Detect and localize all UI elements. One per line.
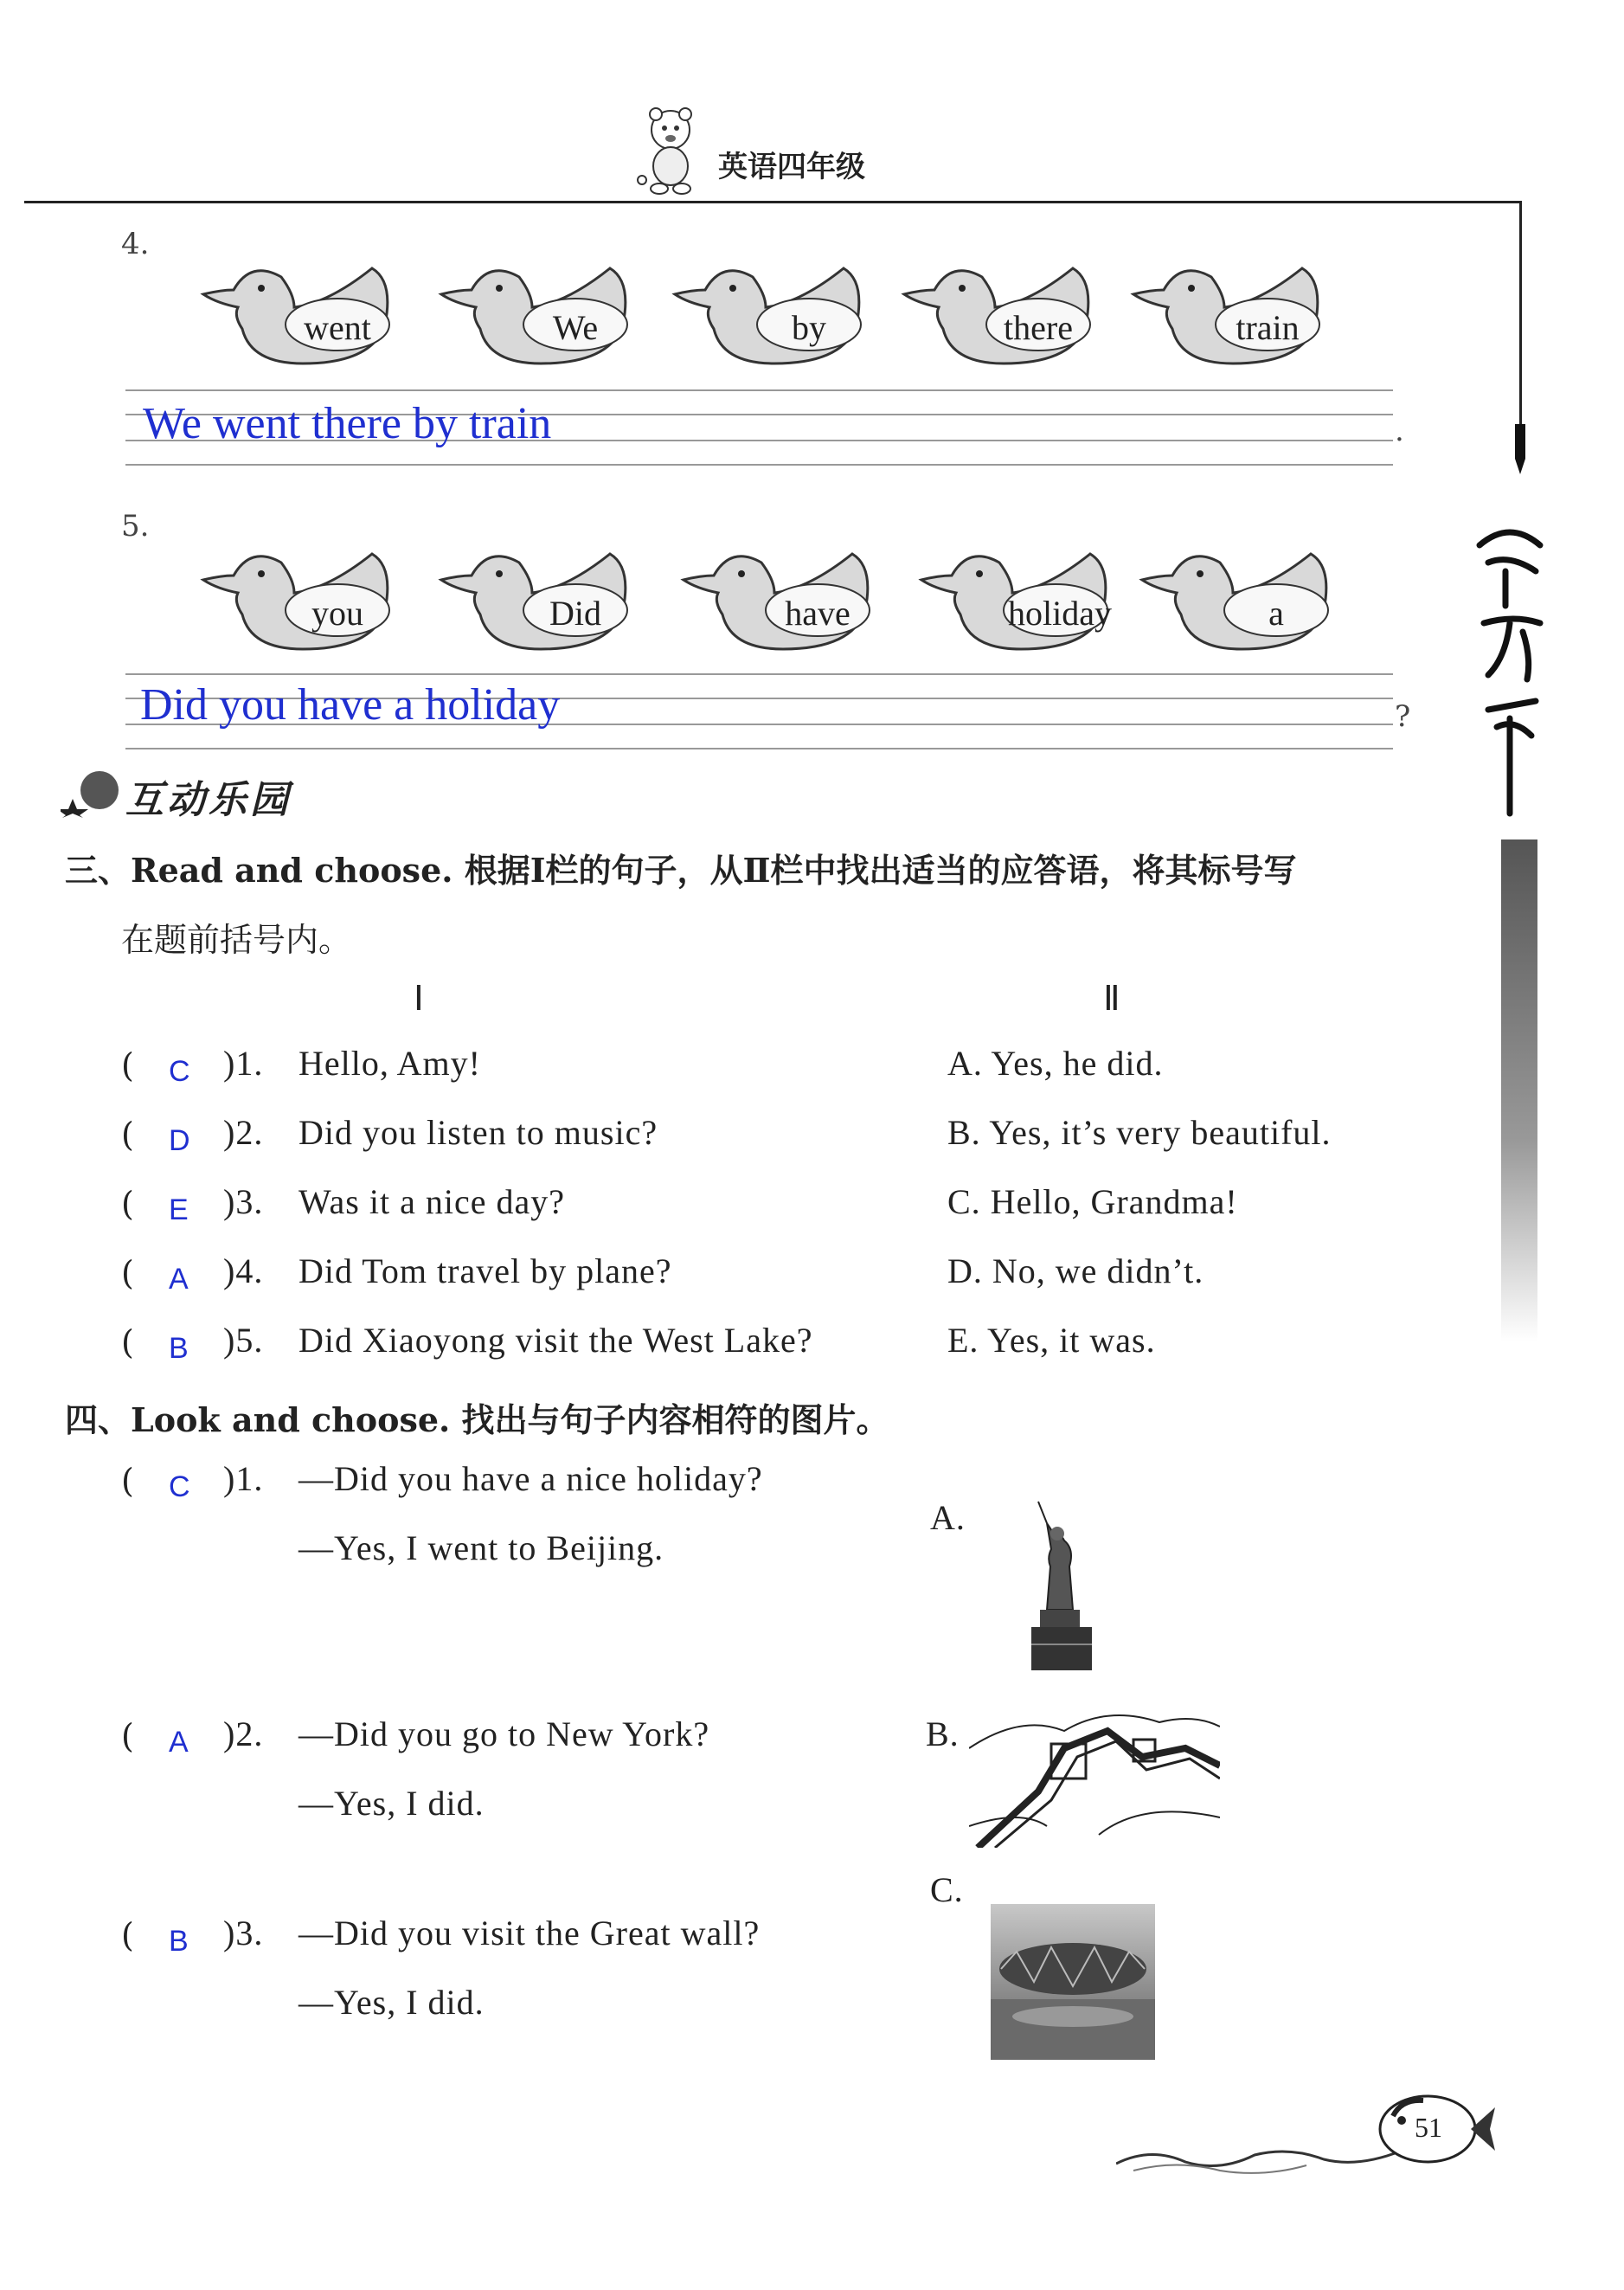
answer-sentence: Did you have a holiday	[140, 680, 561, 730]
column-header: Ⅰ	[414, 979, 425, 1018]
header-rule	[24, 201, 1519, 203]
duck-word-card	[679, 541, 878, 653]
pen-icon	[1510, 424, 1531, 476]
answer-sentence: We went there by train	[143, 399, 552, 448]
duck-word-card	[917, 541, 1116, 653]
writing-line	[125, 748, 1393, 749]
duck-word: Did	[549, 594, 601, 633]
dialogue-line: —Did you go to New York?	[298, 1714, 710, 1753]
bracket: (	[121, 1462, 134, 1500]
birds-nest-stadium-icon	[991, 1904, 1155, 2060]
answer-letter: D	[169, 1124, 190, 1157]
item-number: )2.	[223, 1113, 264, 1152]
duck-word: holiday	[1008, 594, 1112, 633]
match-row	[121, 1251, 1419, 1303]
match-row	[121, 1112, 1419, 1164]
bracket: (	[121, 1916, 134, 1954]
item-sentence: Was it a nice day?	[298, 1182, 565, 1221]
response-option: B. Yes, it’s very beautiful.	[947, 1113, 1332, 1152]
picture-match-item	[121, 1458, 900, 1588]
dialogue-line: —Yes, I did.	[298, 1983, 485, 2022]
duck-word-card	[437, 541, 636, 653]
duck-word: We	[552, 308, 599, 347]
item-number: )3.	[223, 1182, 264, 1221]
question-number: 4.	[121, 227, 150, 261]
end-punctuation: ?	[1395, 699, 1411, 734]
duck-word-card	[1138, 541, 1337, 653]
duck-word: by	[792, 308, 826, 347]
column-header: Ⅱ	[1103, 979, 1121, 1018]
picture-label: C.	[930, 1870, 964, 1909]
duck-word: have	[785, 594, 851, 633]
page-number: 51	[1415, 2112, 1442, 2143]
section-heading: 四、Look and choose. 找出与句子内容相符的图片。	[65, 1400, 889, 1439]
match-row	[121, 1043, 1419, 1095]
item-number: )1.	[223, 1459, 264, 1498]
section-heading-cont: 在题前括号内。	[121, 921, 352, 959]
picture-label: B.	[926, 1714, 960, 1753]
answer-letter: A	[169, 1263, 189, 1296]
item-number: )5.	[223, 1321, 264, 1360]
bear-mascot-icon	[632, 104, 709, 195]
response-option: C. Hello, Grandma!	[947, 1182, 1238, 1221]
response-option: A. Yes, he did.	[947, 1044, 1164, 1083]
statue-of-liberty-icon	[1012, 1497, 1112, 1670]
duck-word: there	[1004, 308, 1073, 347]
bracket: (	[121, 1323, 134, 1361]
item-sentence: Did Xiaoyong visit the West Lake?	[298, 1321, 813, 1360]
writing-line	[125, 673, 1393, 675]
duck-word: you	[311, 594, 363, 633]
duck-word-card	[1129, 255, 1328, 368]
dialogue-line: —Did you visit the Great wall?	[298, 1914, 761, 1952]
answer-letter: C	[169, 1055, 190, 1088]
side-gradient-bar	[1501, 839, 1537, 1341]
item-sentence: Did Tom travel by plane?	[298, 1251, 672, 1290]
side-calligraphy	[1471, 511, 1549, 822]
bracket: (	[121, 1254, 134, 1292]
answer-letter: E	[169, 1193, 189, 1226]
writing-line	[125, 464, 1393, 466]
duck-word-card	[671, 255, 870, 368]
banner-title: 互动乐园	[125, 778, 292, 822]
response-option: D. No, we didn’t.	[947, 1251, 1204, 1290]
great-wall-icon	[969, 1696, 1220, 1848]
answer-letter: B	[169, 1925, 189, 1958]
item-sentence: Did you listen to music?	[298, 1113, 658, 1152]
answer-letter: A	[169, 1726, 189, 1759]
bracket: (	[121, 1046, 134, 1084]
picture-match-item	[121, 1714, 900, 1843]
duck-word-card	[199, 255, 398, 368]
picture-match-item	[121, 1913, 900, 2042]
duck-word: train	[1236, 308, 1300, 347]
match-row	[121, 1181, 1419, 1233]
picture-label: A.	[930, 1498, 966, 1537]
side-rule	[1519, 201, 1522, 426]
match-row	[121, 1320, 1419, 1372]
bracket: (	[121, 1717, 134, 1755]
end-punctuation: .	[1395, 414, 1404, 448]
writing-line	[125, 389, 1393, 391]
duck-word-card	[437, 255, 636, 368]
section-heading: 三、Read and choose. 根据Ⅰ栏的句子，从Ⅱ栏中找出适当的应答语，将其标号写	[65, 851, 1297, 890]
item-number: )2.	[223, 1714, 264, 1753]
bracket: (	[121, 1185, 134, 1223]
item-number: )1.	[223, 1044, 264, 1083]
dialogue-line: —Yes, I went to Beijing.	[298, 1528, 664, 1567]
question-number: 5.	[121, 509, 150, 544]
item-number: )3.	[223, 1914, 264, 1952]
answer-letter: C	[169, 1470, 190, 1503]
page-header-title: 英语四年级	[718, 150, 865, 184]
duck-word-card	[900, 255, 1099, 368]
star-globe-icon	[61, 766, 130, 818]
answer-letter: B	[169, 1332, 189, 1365]
item-number: )4.	[223, 1251, 264, 1290]
duck-word: a	[1268, 594, 1284, 633]
bracket: (	[121, 1116, 134, 1154]
response-option: E. Yes, it was.	[947, 1321, 1156, 1360]
dialogue-line: —Yes, I did.	[298, 1784, 485, 1823]
item-sentence: Hello, Amy!	[298, 1044, 481, 1083]
dialogue-line: —Did you have a nice holiday?	[298, 1459, 763, 1498]
duck-word-card	[199, 541, 398, 653]
duck-word: went	[304, 308, 371, 347]
